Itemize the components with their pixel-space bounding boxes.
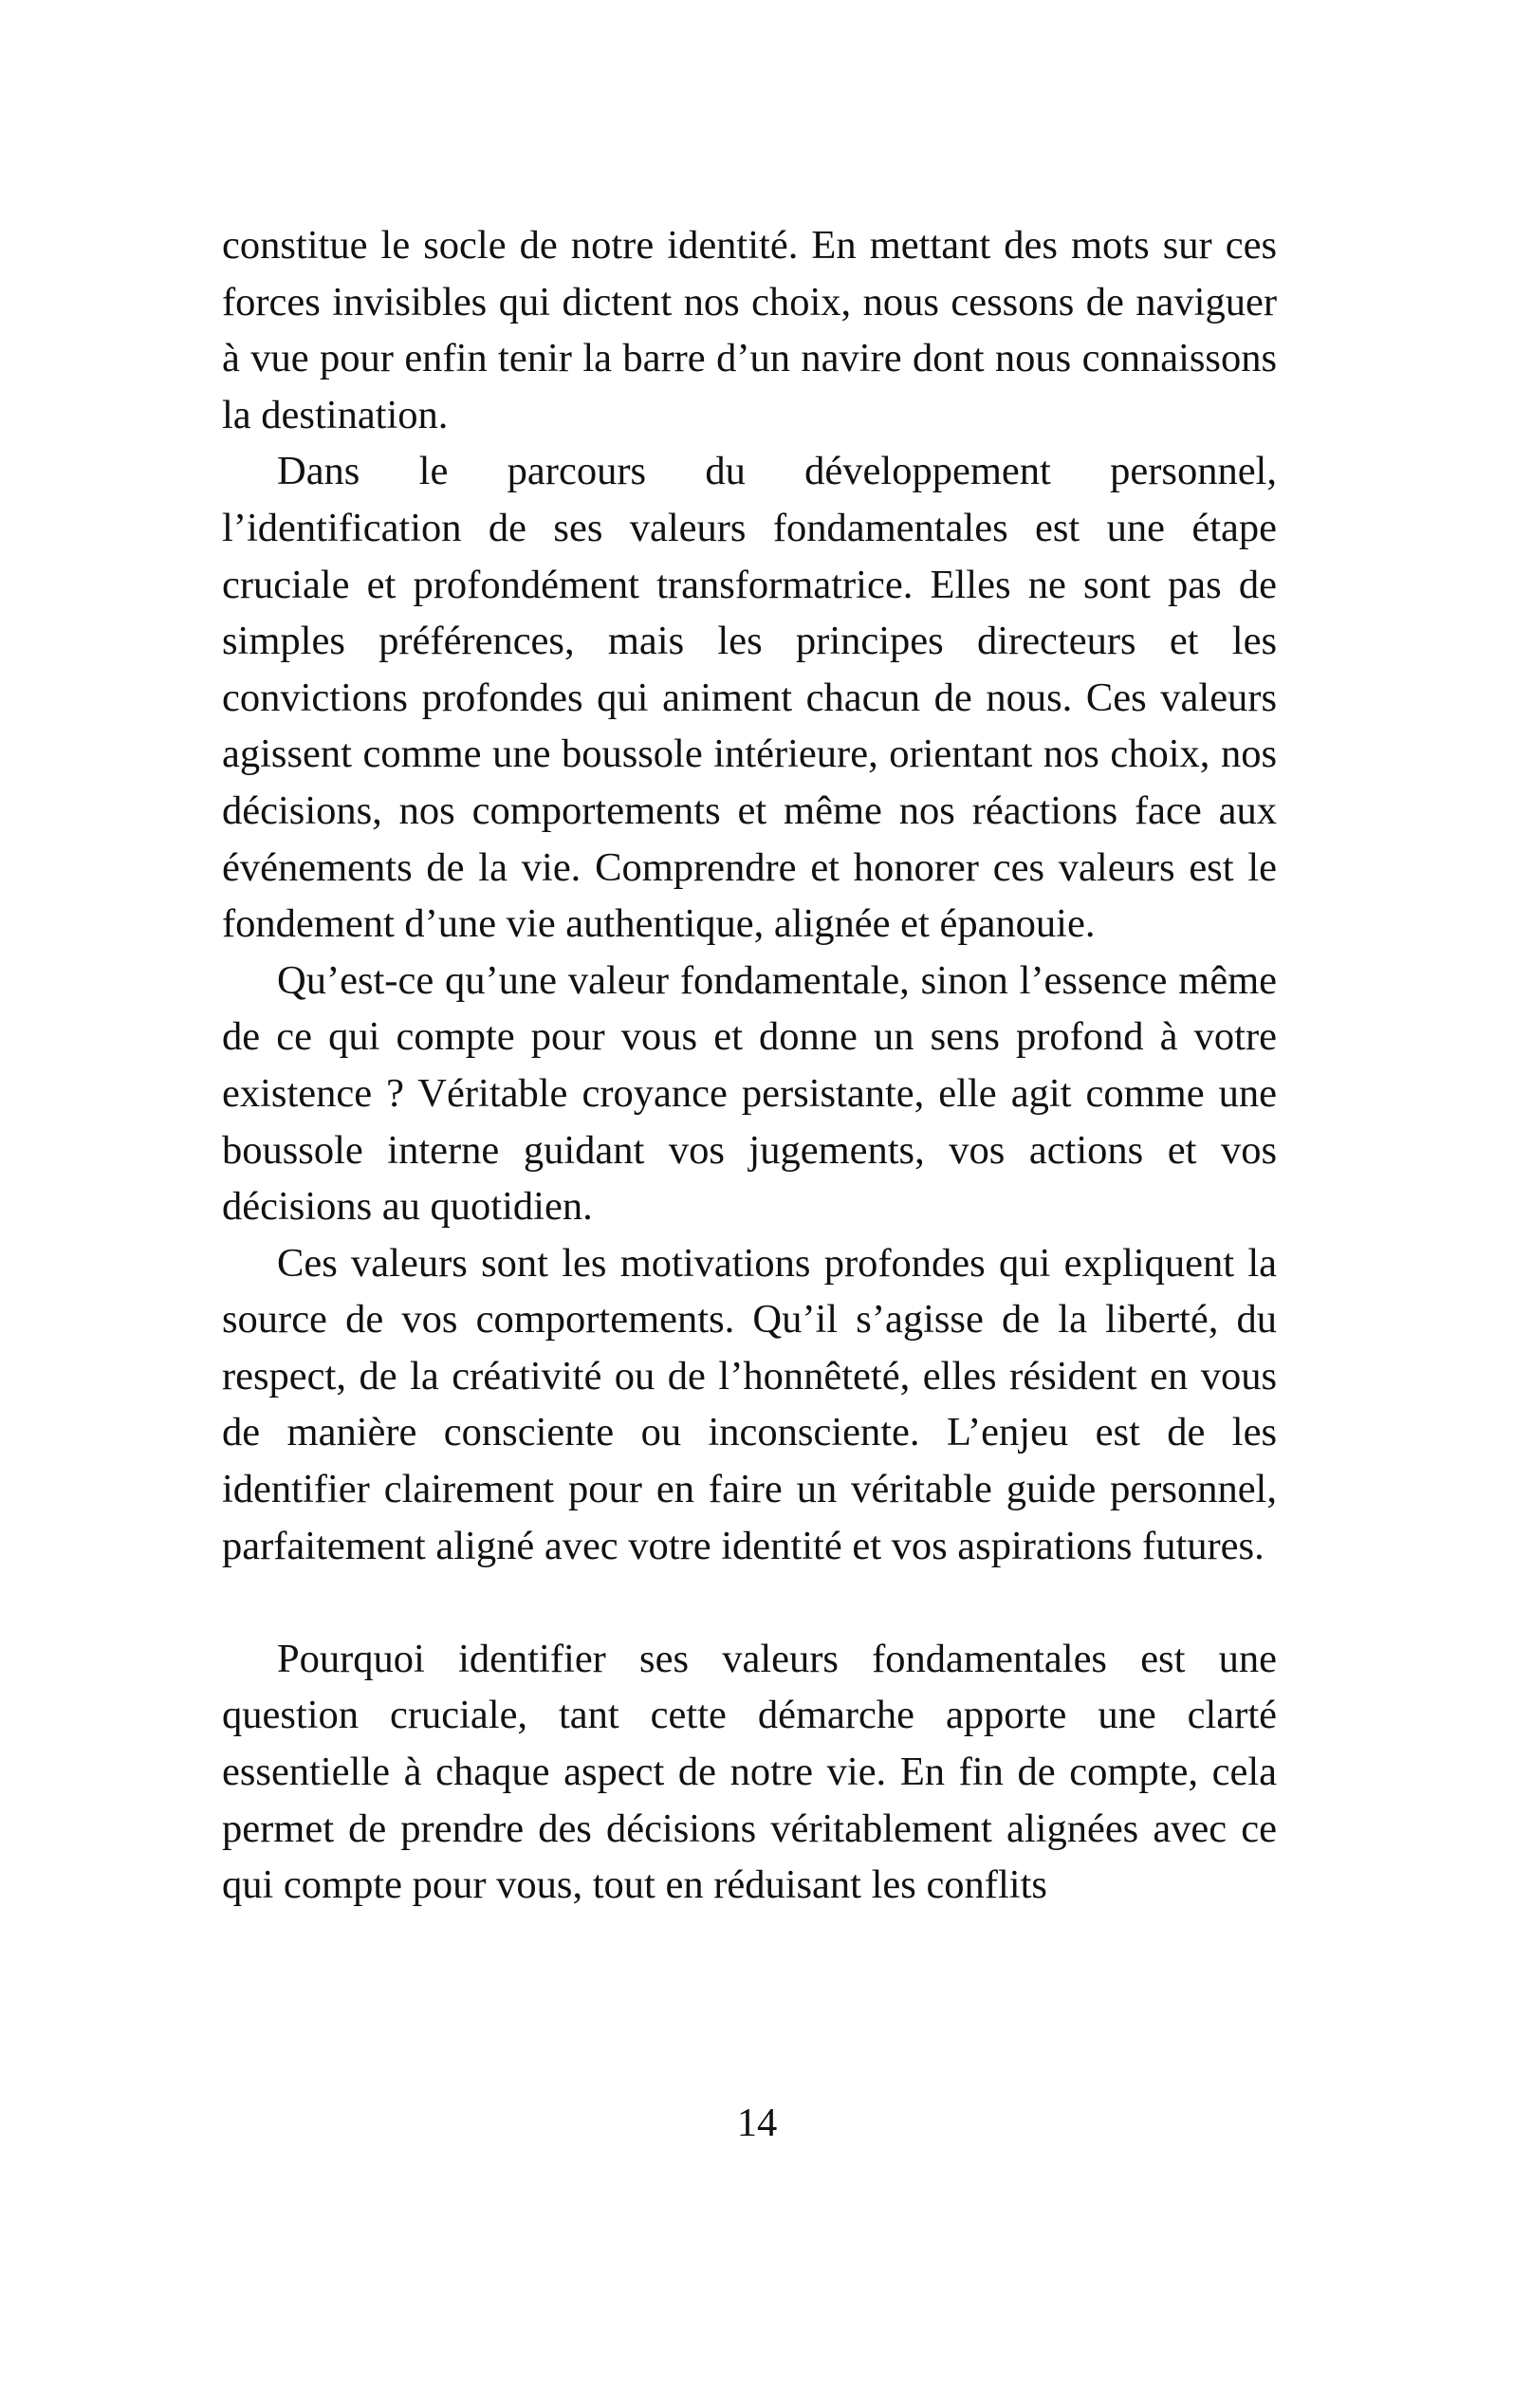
paragraph-5: Pourquoi identifier ses valeurs fondamentales est une question cruciale, tant cette démarche apporte une clarté essentielle à chaque aspect de notre vie. En fin de compte, cela permet de prendre des décisions véritablement alignées avec ce qui compte pour vous, tout en réduisant les conflits [222, 1636, 1277, 1908]
body-text [222, 217, 1277, 1914]
paragraph-1: constitue le socle de notre identité. En mettant des mots sur ces forces invisibles qui dictent nos choix, nous cessons de naviguer à vue pour enfin tenir la barre d’un navire dont nous connaissons la destination. [222, 223, 1277, 437]
page-number: 14 [736, 2101, 778, 2145]
paragraph-3: Qu’est-ce qu’une valeur fondamentale, sinon l’essence même de ce qui compte pour vous et donne un sens profond à votre existence ? Véritable croyance persistante, elle agit comme une boussole interne guidant vos jugements, vos actions et vos décisions au quotidien. [222, 957, 1277, 1230]
paragraph-2: Dans le parcours du développement personnel, l’identification de ses valeurs fondamentales est une étape cruciale et profondément transformatrice. Elles ne sont pas de simples préférences, mais les principes directeurs et les convictions profondes qui animent chacun de nous. Ces valeurs agissent comme une boussole intérieure, orientant nos choix, nos décisions, nos comportements et même nos réactions face aux événements de la vie. Comprendre et honorer ces valeurs est le fondement d’une vie authentique, alignée et épanouie. [222, 449, 1277, 947]
paragraph-4: Ces valeurs sont les motivations profondes qui expliquent la source de vos comportements. Qu’il s’agisse de la liberté, du respect, de la créativité ou de l’honnêteté, elles résident en vous de manière consciente ou inconsciente. L’enjeu est de les identifier clairement pour en faire un véritable guide personnel, parfaitement aligné avec votre identité et vos aspirations futures. [222, 1240, 1277, 1568]
